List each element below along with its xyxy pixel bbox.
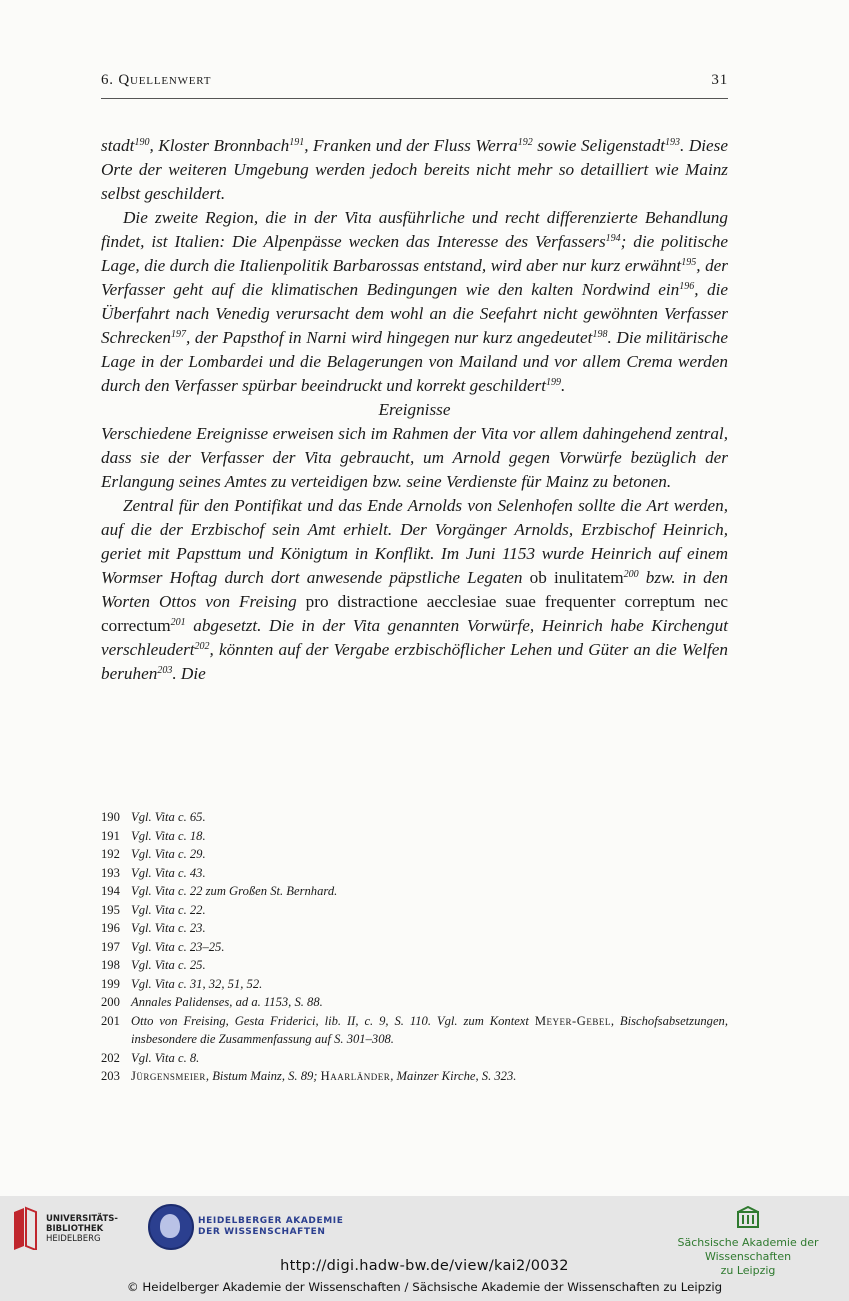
footnote-text: Annales Palidenses, ad a. 1153, S. 88. xyxy=(131,995,323,1009)
text-run: , Mainzer Kirche, S. 323. xyxy=(390,1069,517,1083)
text-run: , die Überfahrt nach Venedig verursacht dem wohl an die Seefahrt nicht gewöhnten Verfasser Schrecken xyxy=(101,280,728,347)
footnotes xyxy=(101,808,728,1086)
footnote-number: 203 xyxy=(101,1069,120,1083)
text-run: . Diese Orte der weiteren Umgebung werden jedoch bereits nicht mehr so detailliert wie Mainz selbst geschildert. xyxy=(101,136,728,203)
viewer-footer xyxy=(0,1196,849,1301)
running-header xyxy=(101,72,728,89)
footnote xyxy=(101,1012,728,1049)
text-run: , könnten auf der Vergabe erzbischöflicher Lehen und Güter an die Welfen beruhen xyxy=(101,640,728,683)
footnote-ref: 199 xyxy=(546,377,562,388)
footnote-number: 200 xyxy=(101,995,120,1009)
footnote xyxy=(101,808,728,827)
text-run: ; die politische Lage, die durch die Italienpolitik Barbarossas entstand, wird aber nur kurz erwähnt xyxy=(101,232,728,275)
footnote xyxy=(101,901,728,920)
footnote-text: Vgl. Vita c. 65. xyxy=(131,810,206,824)
footnote-ref: 190 xyxy=(134,137,150,148)
footnote-text: Vgl. Vita c. 23–25. xyxy=(131,939,225,954)
paragraph-3: Verschiedene Ereignisse erweisen sich im Rahmen der Vita vor allem dahingehend zentral, dass sie der Verfasser der Vita gebraucht, um Arnold gegen Vorwürfe bezüglich der Erlangung seines Amtes zu verteidigen bzw. seine Verdienste für Mainz zu betonen. xyxy=(101,424,728,491)
footnote-number: 194 xyxy=(101,884,120,898)
saw-line: zu Leipzig xyxy=(720,1264,776,1277)
footnote xyxy=(101,993,728,1012)
footnote-ref: 193 xyxy=(665,137,680,148)
footnote xyxy=(101,1049,728,1068)
footnote-text: Vgl. Vita c. 8. xyxy=(131,1050,200,1065)
footnote-text xyxy=(131,1067,728,1086)
footnote-ref: 191 xyxy=(289,137,305,148)
footnote-text: Vgl. Vita c. 31, 32, 51, 52. xyxy=(131,976,263,991)
header-rule xyxy=(101,98,728,99)
footnote-ref: 202 xyxy=(194,641,210,652)
ub-heidelberg-label xyxy=(46,1214,118,1244)
hadw-line: HEIDELBERGER AKADEMIE xyxy=(198,1216,344,1226)
latin-quote: ob inulitatem xyxy=(529,568,624,587)
footnote-number: 202 xyxy=(101,1050,120,1065)
footnote-text: Vgl. Vita c. 43. xyxy=(131,865,206,880)
footnote-number: 195 xyxy=(101,902,120,917)
copyright-notice: © Heidelberger Akademie der Wissenschaften / Sächsische Akademie der Wissenschaften zu Leipzig xyxy=(126,1280,723,1294)
footnote-ref: 195 xyxy=(681,257,697,268)
footnote xyxy=(101,1067,728,1086)
footnote-text: Vgl. Vita c. 29. xyxy=(131,847,206,861)
text-run: Die zweite Region, die in der Vita ausführliche und recht differenzierte Behandlung findet, ist Italien: Die Alpenpässe wecken das Interesse des Verfassers xyxy=(101,208,728,251)
main-text xyxy=(101,134,728,686)
footnote-ref: 197 xyxy=(170,329,186,340)
footnote xyxy=(101,827,728,846)
footnote-ref: 200 xyxy=(623,569,639,580)
footnote-text xyxy=(131,1012,728,1049)
footnote-number: 193 xyxy=(101,865,120,880)
footnote xyxy=(101,975,728,994)
saw-leipzig-logo-icon[interactable] xyxy=(737,1206,759,1228)
footnote-number: 192 xyxy=(101,847,120,861)
text-run: . Die militärische Lage in der Lombardei und die Belagerungen von Mailand und vor allem Crema werden durch den Verfasser spürbar beeindruckt und korrekt geschildert xyxy=(101,328,728,395)
ub-heidelberg-logo-icon[interactable] xyxy=(10,1206,40,1250)
footnote xyxy=(101,845,728,864)
footnote-ref: 194 xyxy=(605,233,621,244)
footnote-ref: 201 xyxy=(170,617,186,628)
saw-line: Sächsische Akademie der Wissenschaften xyxy=(677,1236,819,1263)
permalink-url[interactable]: http://digi.hadw-bw.de/view/kai2/0032 xyxy=(280,1258,569,1274)
author-name: Jürgensmeier xyxy=(131,1069,206,1083)
footnote-text: Vgl. Vita c. 22 zum Großen St. Bernhard. xyxy=(131,884,338,898)
latin-quote: pro distractione aecclesiae suae frequenter correptum nec correctum xyxy=(101,592,728,635)
text-run: , Franken und der Fluss Werra xyxy=(304,136,518,155)
ub-line: BIBLIOTHEK xyxy=(46,1224,104,1234)
footnote-number: 190 xyxy=(101,810,120,824)
footnote-number: 199 xyxy=(101,976,120,991)
hadw-line: DER WISSENSCHAFTEN xyxy=(198,1227,326,1237)
footnote-text: Vgl. Vita c. 22. xyxy=(131,902,206,917)
paragraph-2 xyxy=(101,206,728,398)
section-title: 6. Quellenwert xyxy=(101,72,212,88)
footnote-text: Vgl. Vita c. 18. xyxy=(131,828,206,843)
footnote-number: 198 xyxy=(101,958,120,972)
ub-line: UNIVERSITÄTS- xyxy=(46,1214,118,1224)
text-run: , Bischofsabsetzungen, insbesondere die Zusammenfassung auf S. 301–308. xyxy=(131,1013,728,1046)
section-heading: Ereignisse xyxy=(378,400,451,419)
footnote-ref: 198 xyxy=(592,329,608,340)
hadw-label[interactable] xyxy=(198,1216,344,1238)
text-run: . Die xyxy=(172,664,206,683)
footnote xyxy=(101,864,728,883)
text-run: abgesetzt. Die in der Vita genannten Vorwürfe, Heinrich habe Kirchengut verschleudert xyxy=(101,616,728,659)
footnote xyxy=(101,956,728,975)
footnote-number: 201 xyxy=(101,1013,120,1028)
footnote-number: 196 xyxy=(101,921,120,935)
hadw-seal-logo-icon[interactable] xyxy=(148,1204,194,1250)
author-name: Haarländer xyxy=(320,1069,391,1083)
footnote xyxy=(101,882,728,901)
footnote-ref: 192 xyxy=(517,137,533,148)
footnote-text: Vgl. Vita c. 25. xyxy=(131,958,206,972)
author-name: Meyer-Gebel xyxy=(534,1013,611,1028)
footnote-ref: 196 xyxy=(679,281,695,292)
footnote-number: 197 xyxy=(101,939,120,954)
text-run: stadt xyxy=(101,136,135,155)
paragraph-1 xyxy=(101,134,728,206)
page-number: 31 xyxy=(711,72,728,88)
text-run: , der Papsthof in Narni wird hingegen nur kurz angedeutet xyxy=(185,328,593,347)
text-run: bzw. in den Worten Ottos von Freising xyxy=(101,568,728,611)
text-run: Otto von Freising, Gesta Friderici, lib. II, c. 9, S. 110. Vgl. zum Kontext xyxy=(131,1013,535,1028)
text-run: sowie Seligenstadt xyxy=(532,136,665,155)
text-run: . xyxy=(561,376,566,395)
ub-line: HEIDELBERG xyxy=(46,1234,101,1244)
paragraph-4 xyxy=(101,494,728,686)
footnote-text: Vgl. Vita c. 23. xyxy=(131,921,206,935)
text-run: , der Verfasser geht auf die klimatischen Bedingungen wie den kalten Nordwind ein xyxy=(101,256,728,299)
footnote xyxy=(101,919,728,938)
footnote-ref: 203 xyxy=(157,665,173,676)
footnote-number: 191 xyxy=(101,828,120,843)
text-run: , Kloster Bronnbach xyxy=(149,136,290,155)
text-run: , Bistum Mainz, S. 89; xyxy=(205,1069,321,1083)
footnote xyxy=(101,938,728,957)
text-run: Zentral für den Pontifikat und das Ende Arnolds von Selenhofen sollte die Art werden, auf die der Erzbischof sein Amt erhielt. Der Vorgänger Arnolds, Erzbischof Heinrich, geriet mit Papsttum und Königtum in Konflikt. Im Juni 1153 wurde Heinrich auf einem Wormser Hoftag durch dort anwesende päpstliche Legaten xyxy=(101,496,728,587)
